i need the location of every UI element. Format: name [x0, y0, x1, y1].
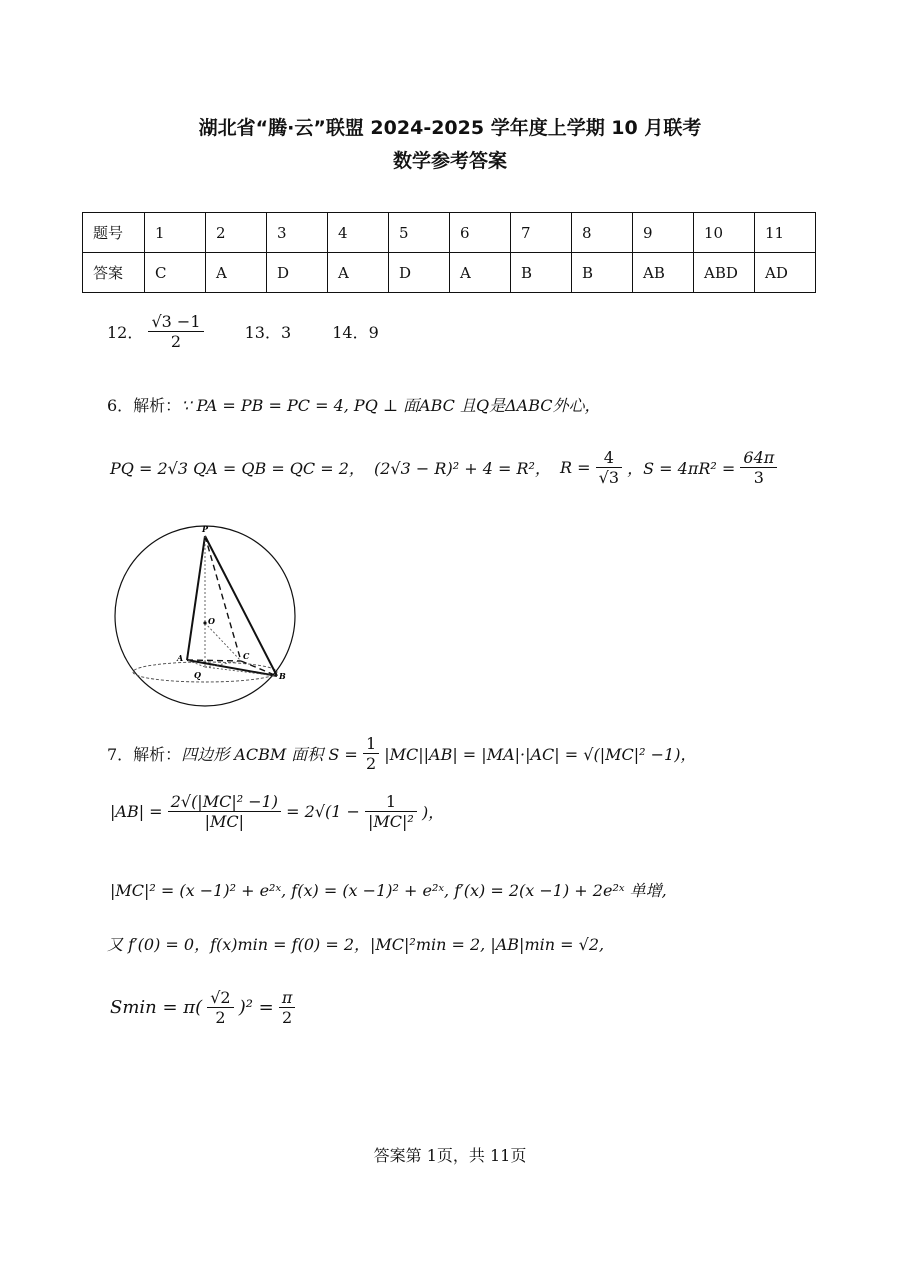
question-number: 7 — [511, 213, 572, 253]
q7-inner-numerator: 1 — [365, 792, 417, 812]
q7-inner-denominator: |MC|² — [368, 812, 414, 831]
answer-cell: AB — [633, 253, 694, 293]
table-row-numbers — [83, 213, 816, 253]
exam-title: 湖北省“腾·云”联盟 2024-2025 学年度上学期 10 月联考 — [198, 117, 702, 139]
answer-cell: AD — [755, 253, 816, 293]
page-footer: 答案第 1页，共 11页 — [373, 1146, 527, 1165]
q7-ab-numerator: 2√(|MC|² −1) — [168, 792, 281, 812]
question-number: 6 — [450, 213, 511, 253]
q7-area-rest: |MC||AB| = |MA|·|AC| = √(|MC|² −1)， — [384, 745, 697, 764]
question-number: 11 — [755, 213, 816, 253]
question-number: 10 — [694, 213, 755, 253]
center-o-point — [203, 621, 206, 624]
answer-cell: D — [389, 253, 450, 293]
q12-denominator: 2 — [170, 332, 182, 351]
q7-line1 — [107, 734, 696, 773]
q7-smin-result-denominator: 2 — [282, 1008, 293, 1027]
fill-in-answers — [107, 312, 379, 351]
q6-line1 — [107, 393, 601, 416]
q7-smin-result-numerator: π — [279, 988, 296, 1008]
answer-cell: ABD — [694, 253, 755, 293]
q7-ab-denominator: |MC| — [204, 812, 245, 831]
q6-r-denominator: √3 — [598, 468, 620, 487]
header-answer: 答案 — [83, 253, 145, 293]
label-p: P — [202, 524, 209, 534]
q7-inner-fraction — [365, 792, 417, 831]
q7-ab-end: )， — [421, 803, 445, 822]
sphere-tetrahedron-figure — [112, 522, 302, 712]
question-number: 1 — [145, 213, 206, 253]
answer-key-title: 数学参考答案 — [392, 150, 507, 172]
q6-pq-text: PQ = 2√3 QA = QB = QC = 2， — [110, 459, 365, 478]
q7-smin-lhs: Smin = π( — [110, 997, 203, 1018]
question-number: 8 — [572, 213, 633, 253]
question-number: 9 — [633, 213, 694, 253]
q14-answer: 14．9 — [332, 323, 379, 342]
answer-cell: B — [572, 253, 633, 293]
q7-smin-mid: )² = — [238, 997, 274, 1018]
q6-s-lhs: ，S = 4πR² = — [627, 459, 736, 478]
q6-s-fraction — [740, 448, 777, 487]
q6-equation: (2√3 − R)² + 4 = R²， — [374, 459, 551, 478]
q6-condition: ∵ PA = PB = PC = 4, PQ ⊥ 面ABC 且Q是ΔABC外心， — [181, 396, 601, 415]
label-b: B — [279, 671, 286, 681]
q6-line2 — [110, 448, 777, 487]
label-o: O — [208, 616, 215, 626]
q6-s-denominator: 3 — [753, 468, 764, 487]
edge-pc — [205, 536, 241, 661]
q7-smin-inner-fraction — [207, 988, 233, 1027]
q7-label: 7．解析： — [107, 745, 182, 764]
q7-ab-eq: = 2√(1 − — [286, 802, 360, 821]
table-row-answers — [83, 253, 816, 293]
answer-cell: A — [328, 253, 389, 293]
answer-table — [82, 212, 816, 293]
answer-cell: A — [450, 253, 511, 293]
answer-cell: C — [145, 253, 206, 293]
q13-answer: 13．3 — [244, 323, 292, 342]
label-a: A — [177, 653, 184, 663]
question-number: 5 — [389, 213, 450, 253]
label-c: C — [243, 651, 250, 661]
q7-area-text: 四边形 ACBM 面积 S = — [181, 745, 358, 764]
q7-half-fraction — [363, 734, 379, 773]
q7-smin-inner-denominator: 2 — [215, 1008, 226, 1027]
edge-pa — [187, 536, 205, 660]
q7-smin-result-fraction — [279, 988, 296, 1027]
segment-qb — [205, 667, 277, 676]
q7-line4: 又 f′(0) = 0，f(x)min = f(0) = 2，|MC|²min = 2, |AB|min = √2, — [107, 935, 605, 954]
q7-line5 — [110, 988, 295, 1027]
q12-label: 12． — [107, 323, 144, 342]
q7-line2 — [110, 792, 444, 831]
q7-line3: |MC|² = (x −1)² + e²ˣ, f(x) = (x −1)² + e²ˣ, f′(x) = 2(x −1) + 2e²ˣ 单增, — [110, 881, 667, 900]
q6-r-lhs: R = — [560, 458, 591, 477]
q7-half-denominator: 2 — [365, 754, 377, 773]
q7-half-numerator: 1 — [363, 734, 379, 754]
q12-fraction — [148, 312, 203, 351]
q6-s-numerator: 64π — [740, 448, 777, 468]
question-number: 2 — [206, 213, 267, 253]
q7-ab-lhs: |AB| = — [110, 802, 163, 821]
q7-ab-fraction — [168, 792, 281, 831]
question-number: 3 — [267, 213, 328, 253]
q12-numerator: √3 −1 — [148, 312, 203, 332]
header-question-number: 题号 — [83, 213, 145, 253]
label-q: Q — [194, 670, 201, 680]
q6-r-fraction — [596, 448, 622, 487]
q7-smin-inner-numerator: √2 — [207, 988, 233, 1008]
answer-cell: D — [267, 253, 328, 293]
question-number: 4 — [328, 213, 389, 253]
answer-cell: A — [206, 253, 267, 293]
answer-cell: B — [511, 253, 572, 293]
q6-r-numerator: 4 — [596, 448, 622, 468]
q6-label: 6．解析： — [107, 396, 182, 415]
edge-pb — [205, 536, 277, 676]
